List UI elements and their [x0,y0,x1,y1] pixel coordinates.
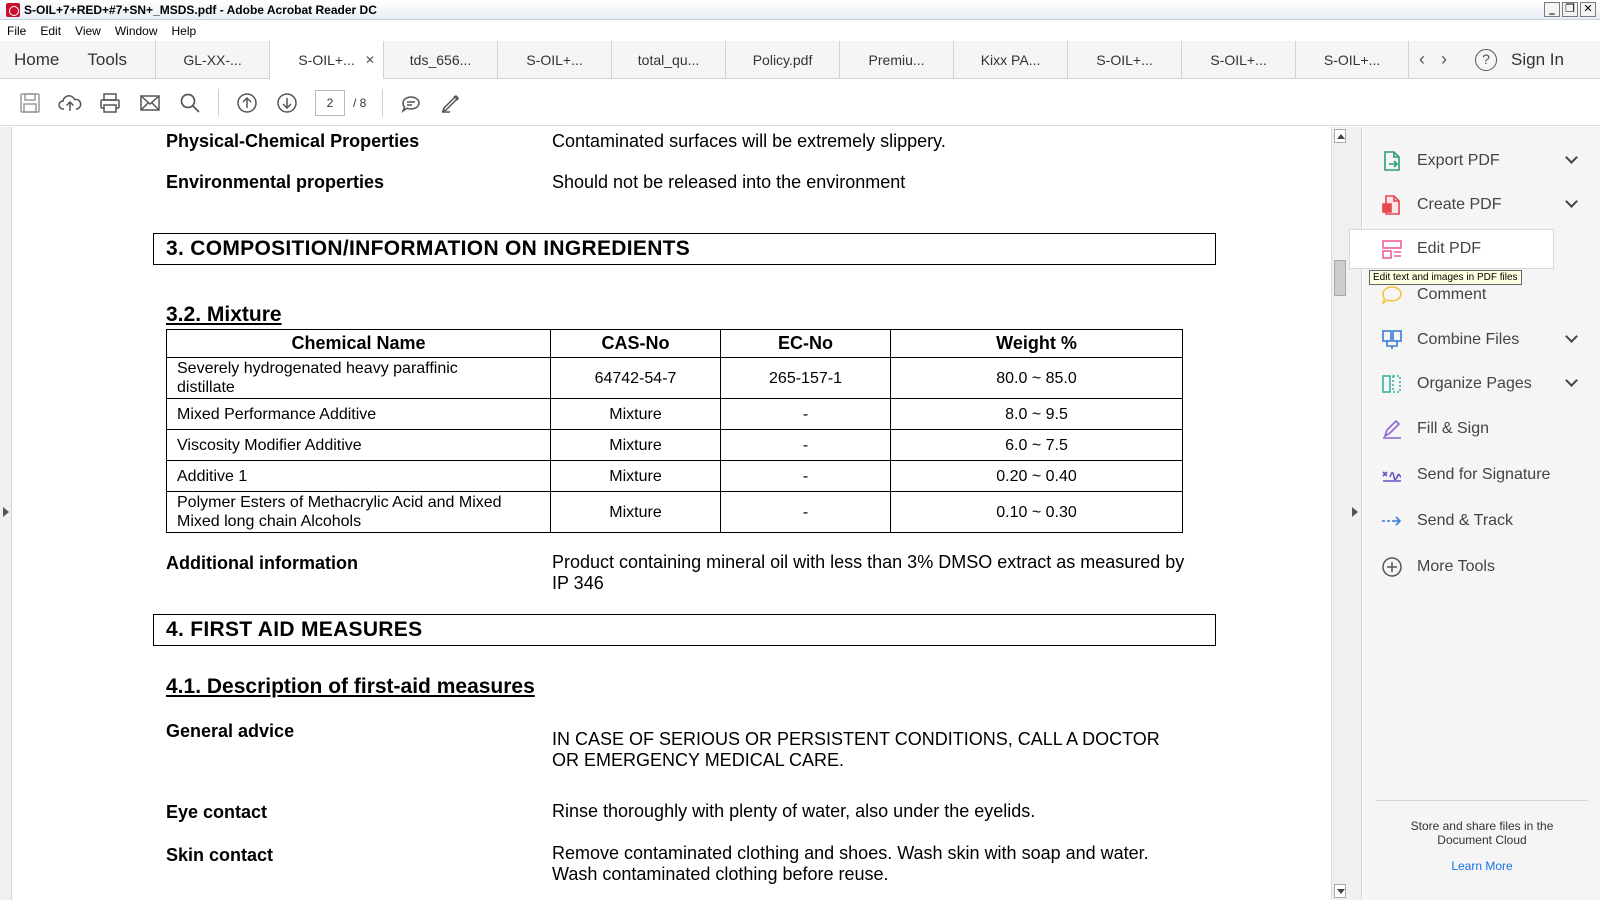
value-line: Remove contaminated clothing and shoes. Wash skin with soap and water. [552,843,1149,863]
doc-tab[interactable] [839,41,953,79]
document-cloud-promo [1376,800,1588,873]
tool-send-track[interactable] [1379,501,1584,541]
chemical-name-line: distillate [177,379,235,396]
cas-cell: Mixture [551,492,721,533]
cas-cell: Mixture [551,399,721,430]
weight-cell: 6.0 ~ 7.5 [891,430,1183,461]
more-tools-icon [1379,554,1405,580]
menu-bar [0,20,1600,41]
menu-edit[interactable]: Edit [40,23,62,38]
table-row [167,399,1183,430]
home-tab[interactable]: Home [14,50,60,69]
window-title: S-OIL+7+RED+#7+SN+_MSDS.pdf - Adobe Acrobat Reader DC [24,2,377,17]
doc-tab[interactable] [1181,41,1295,79]
value-skin-contact [552,843,1149,885]
label-general-advice: General advice [166,721,295,741]
create-pdf-icon [1379,192,1405,218]
doc-tab[interactable] [725,41,839,79]
label-environmental: Environmental properties [166,172,385,192]
chemical-name-line: Mixed long chain Alcohols [177,513,362,530]
ec-cell: 265-157-1 [721,358,891,399]
comment-icon[interactable] [398,90,424,116]
ec-cell: - [721,399,891,430]
chemical-name-cell: Mixed Performance Additive [167,399,551,430]
value-environmental: Should not be released into the environment [552,172,906,192]
column-header: Weight % [891,330,1183,358]
doc-tab[interactable] [953,41,1067,79]
table-row [167,430,1183,461]
doc-tab-label: S-OIL+... [526,52,583,68]
toolbar-separator [382,89,383,117]
send-track-icon [1379,508,1405,534]
learn-more-link[interactable]: Learn More [1451,859,1513,873]
close-tab-icon[interactable]: ✕ [364,53,376,67]
table-row [167,358,1183,399]
column-header: Chemical Name [167,330,551,358]
scroll-thumb[interactable] [1334,260,1346,296]
value-line: OR EMERGENCY MEDICAL CARE. [552,750,845,770]
chemical-name-cell [167,492,551,533]
toolbar-separator [218,89,219,117]
fill-sign-icon [1379,416,1405,442]
tool-label: Combine Files [1417,331,1520,348]
table-row [167,492,1183,533]
acrobat-app-icon [6,3,20,17]
combine-files-icon [1379,327,1405,353]
search-icon[interactable] [177,90,203,116]
tool-create-pdf[interactable] [1379,185,1584,225]
left-panel-toggle[interactable] [0,127,12,900]
doc-tab-label: total_qu... [637,52,700,68]
doc-tab-label: S-OIL+... [1096,52,1153,68]
next-page-icon[interactable] [274,90,300,116]
tool-label: Edit PDF [1417,240,1482,257]
doc-tab-label: S-OIL+... [298,52,355,68]
tool-organize-pages[interactable] [1379,364,1584,404]
upload-cloud-icon[interactable] [57,90,83,116]
table-row [167,461,1183,492]
doc-tab-label: S-OIL+... [1323,52,1381,68]
weight-cell: 80.0 ~ 85.0 [891,358,1183,399]
cloud-promo-text: Store and share files in the [1410,819,1554,833]
scroll-up-button[interactable] [1334,129,1346,143]
section-4-heading: 4. FIRST AID MEASURES [153,614,1216,646]
value-physical-chemical: Contaminated surfaces will be extremely slippery. [552,131,946,151]
tool-label: Organize Pages [1417,375,1532,392]
subsection-3-2-heading: 3.2. Mixture [166,303,282,326]
value-general-advice [552,729,1160,771]
tools-pane [1363,127,1600,900]
scroll-down-button[interactable] [1334,884,1346,898]
tool-label: Create PDF [1417,196,1502,213]
tool-label: Comment [1417,286,1487,303]
tool-label: Export PDF [1417,152,1500,169]
doc-tab-label: Kixx PA... [980,52,1041,68]
email-icon[interactable] [137,90,163,116]
label-additional-information: Additional information [166,553,358,573]
doc-tab[interactable] [383,41,497,79]
cas-cell: Mixture [551,461,721,492]
tool-fill-sign[interactable] [1379,409,1584,449]
page-number-input[interactable]: 2 [315,90,345,116]
tool-label: Send for Signature [1417,466,1551,483]
value-line: Product containing mineral oil with less than 3% DMSO extract as measured by [552,552,1185,572]
chevron-down-icon[interactable] [1565,330,1578,343]
chemical-name-line: Polymer Esters of Methacrylic Acid and Mixed [177,494,502,511]
edit-pdf-tooltip: Edit text and images in PDF files [1369,270,1522,285]
tool-label: Send & Track [1417,512,1514,529]
doc-tab[interactable] [155,41,269,79]
doc-tab[interactable] [1295,41,1409,79]
ec-cell: - [721,492,891,533]
menu-file[interactable]: File [7,23,27,38]
highlight-pen-icon[interactable] [438,90,464,116]
window-controls [1544,2,1596,17]
doc-tab[interactable] [497,41,611,79]
minimize-button[interactable]: _ [1544,2,1560,17]
save-icon[interactable] [17,90,43,116]
tab-navigation [1419,41,1564,78]
print-icon[interactable] [97,90,123,116]
value-line: Wash contaminated clothing before reuse. [552,864,889,884]
main-toolbar [0,80,1600,126]
doc-tab-label: S-OIL+... [1210,52,1267,68]
expand-left-icon [3,507,9,517]
menu-help[interactable]: Help [171,23,197,38]
cloud-promo-text: Document Cloud [1437,833,1527,847]
value-additional-information [552,552,1184,594]
tool-edit-pdf[interactable] [1349,229,1554,269]
tools-tab[interactable]: Tools [87,50,128,69]
subsection-4-1-heading: 4.1. Description of first-aid measures [166,675,535,698]
chemical-name-cell: Additive 1 [167,461,551,492]
doc-tab-label: tds_656... [409,52,472,68]
doc-tab-label: Policy.pdf [752,52,813,68]
document-view[interactable] [13,127,1331,900]
value-line: IP 346 [552,573,604,593]
help-icon[interactable]: ? [1475,49,1497,71]
close-window-button[interactable]: ✕ [1580,2,1596,17]
section-3-heading: 3. COMPOSITION/INFORMATION ON INGREDIENTS [153,233,1216,265]
menu-window[interactable]: Window [114,23,158,38]
chevron-down-icon[interactable] [1565,151,1578,164]
organize-pages-icon [1379,371,1405,397]
sign-in-link[interactable]: Sign In [1511,49,1564,69]
tool-send-for-signature[interactable] [1379,455,1584,495]
comment-icon [1379,282,1405,308]
send-signature-icon [1379,462,1405,488]
chevron-down-icon[interactable] [1565,195,1578,208]
export-pdf-icon [1379,148,1405,174]
table-header-row [167,330,1183,358]
chemical-name-cell: Viscosity Modifier Additive [167,430,551,461]
tab-prev-icon[interactable]: ‹ [1419,49,1426,69]
column-header: EC-No [721,330,891,358]
tab-bar [0,41,1600,79]
weight-cell: 8.0 ~ 9.5 [891,399,1183,430]
ec-cell: - [721,430,891,461]
label-physical-chemical: Physical-Chemical Properties [166,131,420,151]
weight-cell: 0.20 ~ 0.40 [891,461,1183,492]
tool-more-tools[interactable] [1379,547,1584,587]
collapse-right-icon [1352,507,1358,517]
doc-tab-active[interactable] [269,41,383,80]
cas-cell: Mixture [551,430,721,461]
weight-cell: 0.10 ~ 0.30 [891,492,1183,533]
chemical-name-line: Severely hydrogenated heavy paraffinic [177,360,458,377]
tab-next-icon[interactable]: › [1441,49,1448,69]
cas-cell: 64742-54-7 [551,358,721,399]
vertical-scrollbar[interactable] [1331,127,1348,900]
label-skin-contact: Skin contact [166,845,274,865]
menu-view[interactable]: View [75,23,101,38]
ec-cell: - [721,461,891,492]
page-count: / 8 [353,95,367,110]
composition-table [166,329,1183,533]
chevron-down-icon[interactable] [1565,374,1578,387]
restore-button[interactable]: ❐ [1562,2,1578,17]
doc-tab-label: Premiu... [868,52,925,68]
tool-label: Fill & Sign [1417,420,1490,437]
doc-tab[interactable] [1067,41,1181,79]
previous-page-icon[interactable] [234,90,260,116]
tool-label: More Tools [1417,558,1495,575]
value-line: IN CASE OF SERIOUS OR PERSISTENT CONDITIONS, CALL A DOCTOR [552,729,1160,749]
doc-tab-label: GL-XX-... [183,52,242,68]
column-header: CAS-No [551,330,721,358]
tool-combine-files[interactable] [1379,320,1584,360]
title-bar [0,0,1600,20]
label-eye-contact: Eye contact [166,802,268,822]
value-eye-contact: Rinse thoroughly with plenty of water, also under the eyelids. [552,801,1036,821]
tool-export-pdf[interactable] [1379,141,1584,181]
edit-pdf-icon [1379,236,1405,262]
chemical-name-cell [167,358,551,399]
doc-tab[interactable] [611,41,725,79]
